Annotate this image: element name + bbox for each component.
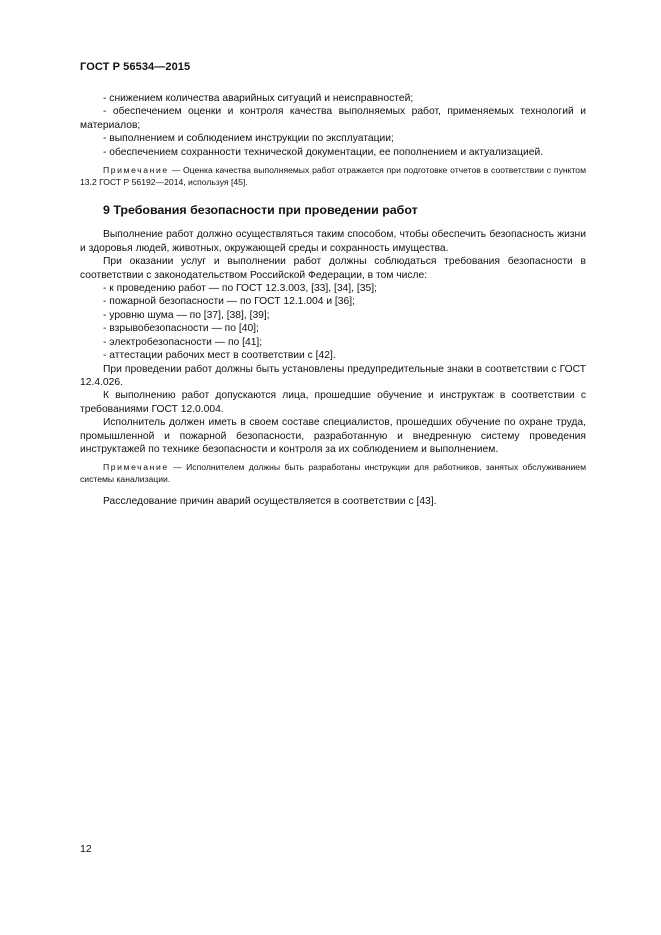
page-number: 12 — [80, 843, 92, 855]
list-item: - снижением количества аварийных ситуаций и неисправностей; — [103, 93, 414, 104]
paragraph: При проведении работ должны быть установлены предупредительные знаки в соответствии с ГОСТ 12.4.026. — [80, 363, 586, 388]
note-text: — Оценка качества выполняемых работ отражается при подготовке отчетов в соответствии с пунктом 13.2 ГОСТ Р 56192—2014, используя [45]. — [80, 165, 586, 187]
document-header: ГОСТ Р 56534—2015 — [80, 61, 191, 73]
paragraph: Исполнитель должен иметь в своем составе специалистов, прошедших обучение по охране труда, промышленной и пожарной безопасности, разработанную и внедренную систему проведения инструктажей по технике безопасности и контроля за их соблюдением и выполнением. — [80, 417, 586, 455]
note-paragraph — [80, 462, 586, 485]
paragraph: При оказании услуг и выполнении работ должны соблюдаться требования безопасности в соответствии с законодательством Российской Федерации, в том числе: — [80, 256, 586, 281]
page-content — [80, 92, 586, 509]
list-item: - обеспечением сохранности технической документации, ее пополнением и актуализацией. — [103, 146, 544, 158]
paragraph: Выполнение работ должно осуществляться таким способом, чтобы обеспечить безопасность жизни и здоровья людей, животных, окружающей среды и сохранность имущества. — [80, 229, 586, 254]
list-item: - выполнением и соблюдением инструкции по эксплуатации; — [103, 133, 394, 145]
list-item: - аттестации рабочих мест в соответствии с [42]. — [103, 350, 336, 362]
list-item: - обеспечением оценки и контроля качества выполняемых работ, применяемых технологий и материалов; — [80, 106, 586, 131]
list-item: - электробезопасности — по [41]; — [103, 336, 263, 348]
list-item: - взрывобезопасности — по [40]; — [103, 323, 259, 335]
note-text: — Исполнителем должны быть разработаны инструкции для работников, занятых обслуживанием системы канализации. — [80, 462, 586, 484]
list-item: - к проведению работ — по ГОСТ 12.3.003, [33], [34], [35]; — [103, 283, 377, 295]
list-item: - пожарной безопасности — по ГОСТ 12.1.004 и [36]; — [103, 296, 355, 308]
note-paragraph — [80, 165, 586, 188]
paragraph: Расследование причин аварий осуществляется в соответствии с [43]. — [103, 496, 437, 508]
paragraph: К выполнению работ допускаются лица, прошедшие обучение и инструктаж в соответствии с требованиями ГОСТ 12.0.004. — [80, 390, 586, 415]
list-item: - уровню шума — по [37], [38], [39]; — [103, 309, 270, 321]
note-label: Примечание — [103, 165, 169, 176]
note-label: Примечание — [103, 462, 169, 473]
section-title: 9 Требования безопасности при проведении работ — [103, 203, 418, 218]
